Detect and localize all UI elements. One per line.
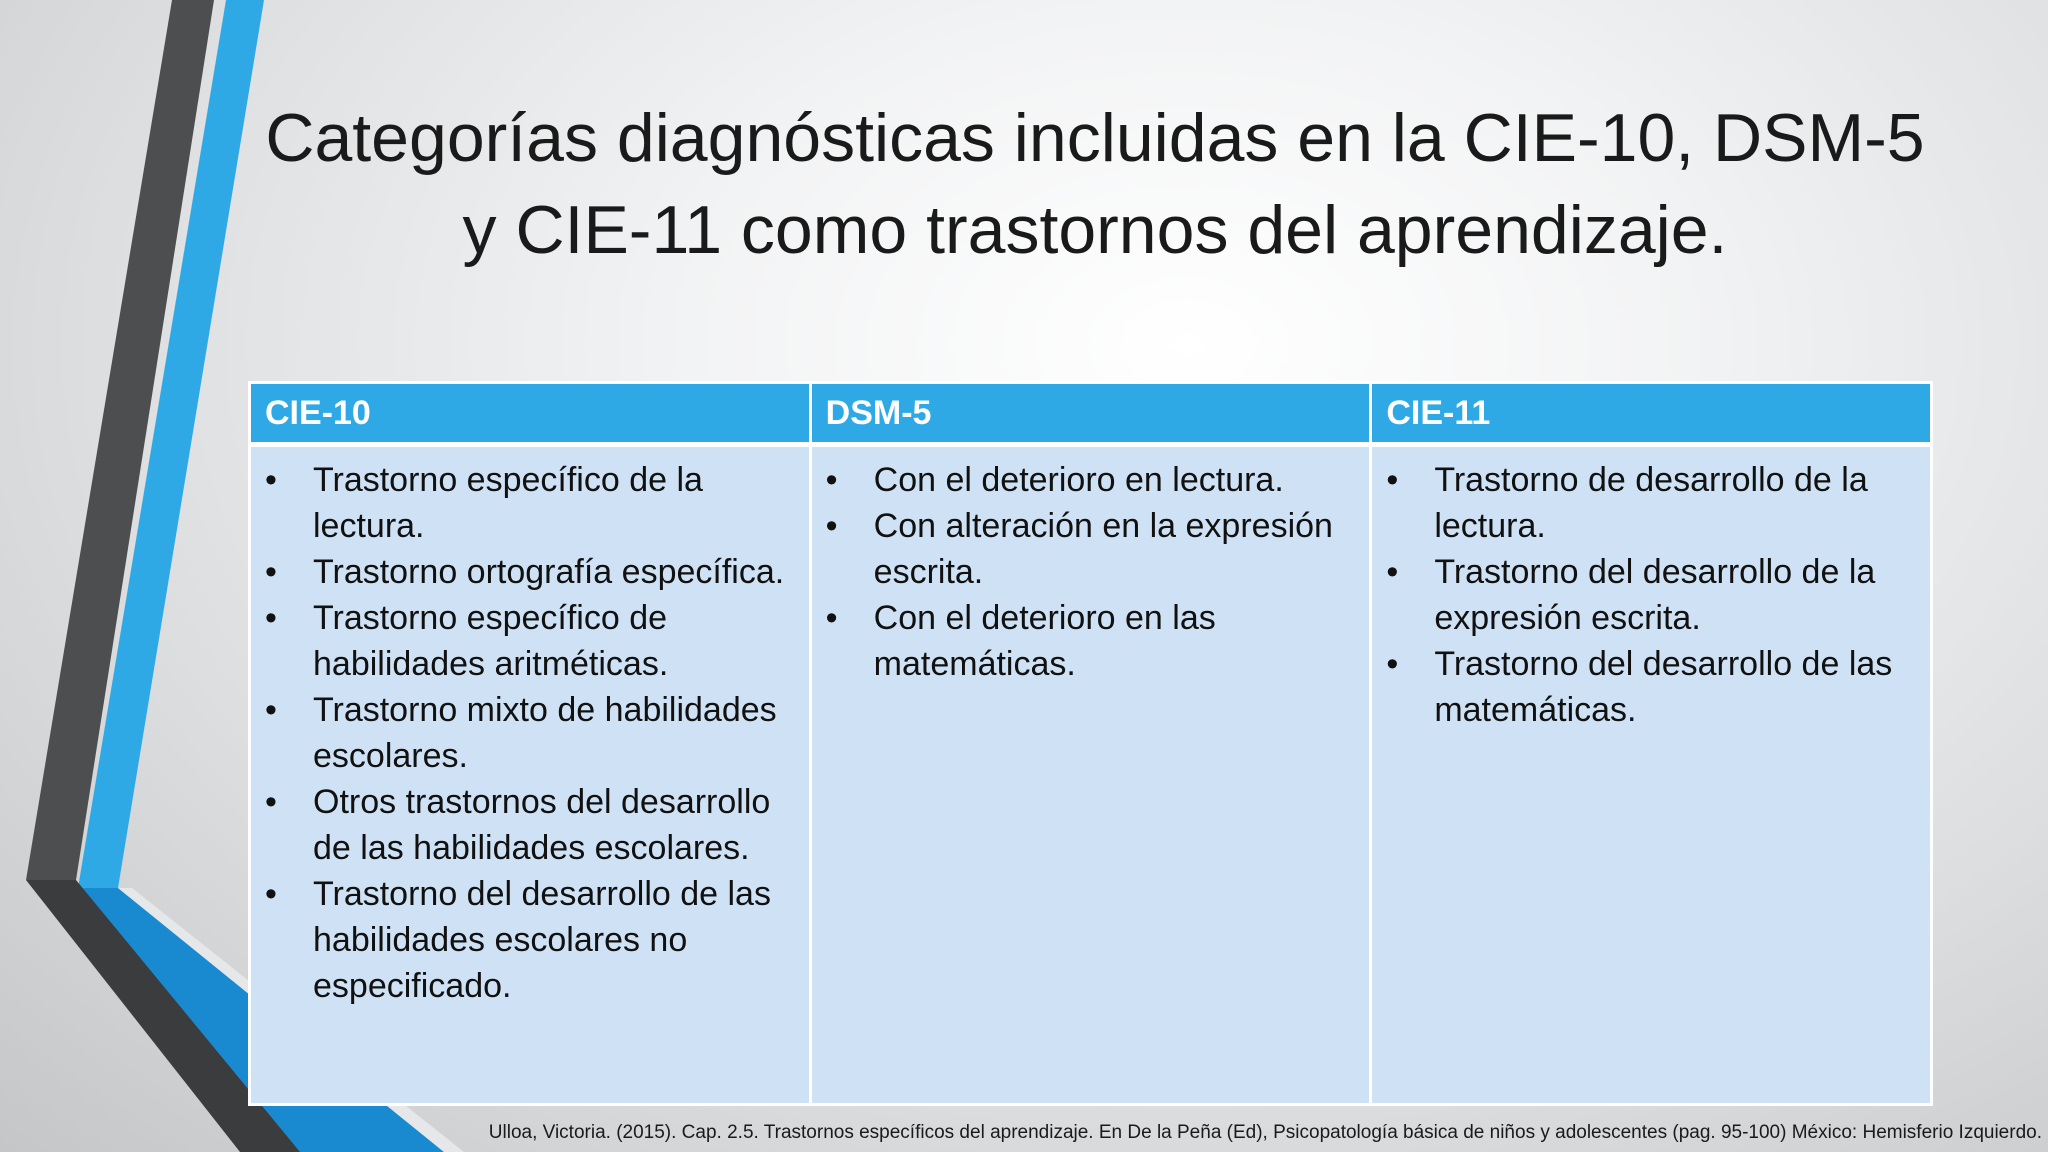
list-item: • Otros trastornos del desarrollo de las habilidades escolares. [263,779,797,871]
list-item: • Trastorno de desarrollo de la lectura. [1384,457,1918,549]
cell-dsm-5 [810,445,1371,1105]
list-item: • Trastorno del desarrollo de las matemáticas. [1384,641,1918,733]
list-dsm-5 [824,457,1358,687]
column-header-dsm-5: DSM-5 [810,383,1371,445]
list-item: • Trastorno del desarrollo de la expresión escrita. [1384,549,1918,641]
list-item: • Con alteración en la expresión escrita. [824,503,1358,595]
list-item: • Trastorno específico de habilidades aritméticas. [263,595,797,687]
list-item: • Trastorno específico de la lectura. [263,457,797,549]
table-header-row [250,383,1932,445]
citation: Ulloa, Victoria. (2015). Cap. 2.5. Trastornos específicos del aprendizaje. En De la Peña (Ed), Psicopatología básica de niños y adolescentes (pag. 95-100) México: Hemisferio Izquierdo. [488,1122,2042,1143]
list-cie-10 [263,457,797,1009]
list-item: • Con el deterioro en lectura. [824,457,1358,503]
cell-cie-11 [1371,445,1932,1105]
list-item: • Con el deterioro en las matemáticas. [824,595,1358,687]
column-header-cie-11: CIE-11 [1371,383,1932,445]
cell-cie-10 [250,445,811,1105]
list-cie-11 [1384,457,1918,733]
list-item: • Trastorno del desarrollo de las habilidades escolares no especificado. [263,871,797,1009]
table-row [250,445,1932,1105]
list-item: • Trastorno mixto de habilidades escolares. [263,687,797,779]
column-header-cie-10: CIE-10 [250,383,811,445]
diagnostic-table [248,381,1933,1106]
slide-title: Categorías diagnósticas incluidas en la CIE-10, DSM-5 y CIE-11 como trastornos del aprendizaje. [265,100,1925,268]
list-item: • Trastorno ortografía específica. [263,549,797,595]
